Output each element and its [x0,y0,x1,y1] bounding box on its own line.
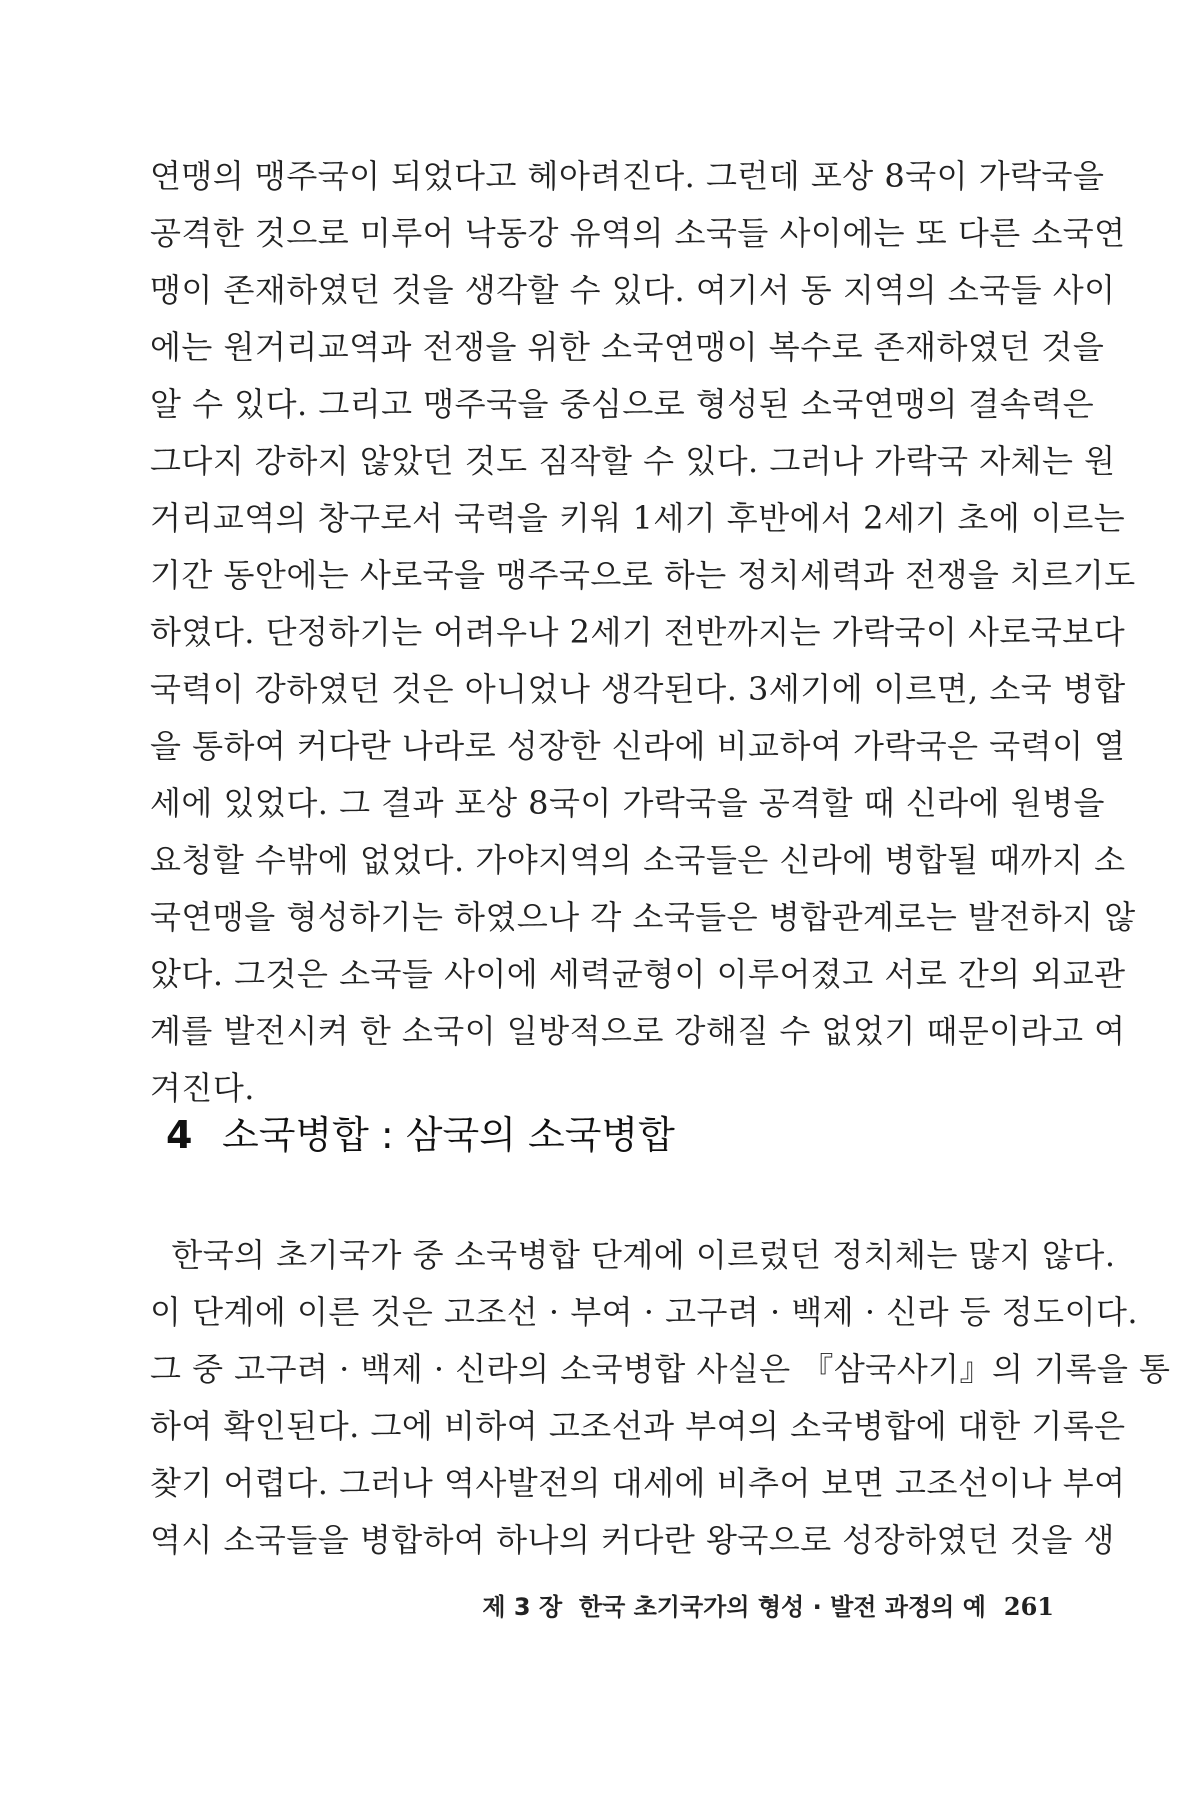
text-line: 공격한 것으로 미루어 낙동강 유역의 소국들 사이에는 또 다른 소국연 [150,214,1126,252]
text-line: 요청할 수밖에 없었다. 가야지역의 소국들은 신라에 병합될 때까지 소 [150,841,1126,879]
text-line: 계를 발전시켜 한 소국이 일방적으로 강해질 수 없었기 때문이라고 여 [150,1012,1126,1050]
page-number: 261 [1003,1592,1054,1621]
text-line: 그 중 고구려 · 백제 · 신라의 소국병합 사실은 『삼국사기』의 기록을 통 [150,1350,1171,1388]
text-line: 국력이 강하였던 것은 아니었나 생각된다. 3세기에 이르면, 소국 병합 [150,670,1126,708]
body-paragraph-top [150,148,1136,1117]
text-line: 을 통하여 커다란 나라로 성장한 신라에 비교하여 가락국은 국력이 열 [150,727,1126,765]
section-title: 소국병합 : 삼국의 소국병합 [222,1113,675,1157]
text-line: 세에 있었다. 그 결과 포상 8국이 가락국을 공격할 때 신라에 원병을 [150,784,1105,822]
section-heading [166,1105,675,1165]
text-line: 그다지 강하지 않았던 것도 짐작할 수 있다. 그러나 가락국 자체는 원 [150,442,1116,480]
text-line: 맹이 존재하였던 것을 생각할 수 있다. 여기서 동 지역의 소국들 사이 [150,271,1116,309]
chapter-title: 제 3 장 한국 초기국가의 형성 · 발전 과정의 예 [482,1593,986,1621]
text-line: 겨진다. [150,1069,255,1107]
text-line: 찾기 어렵다. 그러나 역사발전의 대세에 비추어 보면 고조선이나 부여 [150,1464,1126,1502]
text-line: 국연맹을 형성하기는 하였으나 각 소국들은 병합관계로는 발전하지 않 [150,898,1136,936]
text-line: 하였다. 단정하기는 어려우나 2세기 전반까지는 가락국이 사로국보다 [150,613,1126,651]
text-line: 역시 소국들을 병합하여 하나의 커다란 왕국으로 성장하였던 것을 생 [150,1521,1115,1559]
text-line: 이 단계에 이른 것은 고조선 · 부여 · 고구려 · 백제 · 신라 등 정도이다. [150,1293,1139,1331]
text-line: 한국의 초기국가 중 소국병합 단계에 이르렀던 정치체는 많지 않다. [150,1236,1116,1274]
text-line: 았다. 그것은 소국들 사이에 세력균형이 이루어졌고 서로 간의 외교관 [150,955,1126,993]
text-line: 에는 원거리교역과 전쟁을 위한 소국연맹이 복수로 존재하였던 것을 [150,328,1105,366]
text-line: 거리교역의 창구로서 국력을 키워 1세기 후반에서 2세기 초에 이르는 [150,499,1126,537]
section-number: 4 [166,1113,193,1157]
text-line: 연맹의 맹주국이 되었다고 헤아려진다. 그런데 포상 8국이 가락국을 [150,157,1105,195]
text-line: 하여 확인된다. 그에 비하여 고조선과 부여의 소국병합에 대한 기록은 [150,1407,1126,1445]
body-paragraph-bottom [150,1227,1171,1569]
running-footer [482,1587,1054,1627]
text-line: 기간 동안에는 사로국을 맹주국으로 하는 정치세력과 전쟁을 치르기도 [150,556,1136,594]
text-line: 알 수 있다. 그리고 맹주국을 중심으로 형성된 소국연맹의 결속력은 [150,385,1095,423]
